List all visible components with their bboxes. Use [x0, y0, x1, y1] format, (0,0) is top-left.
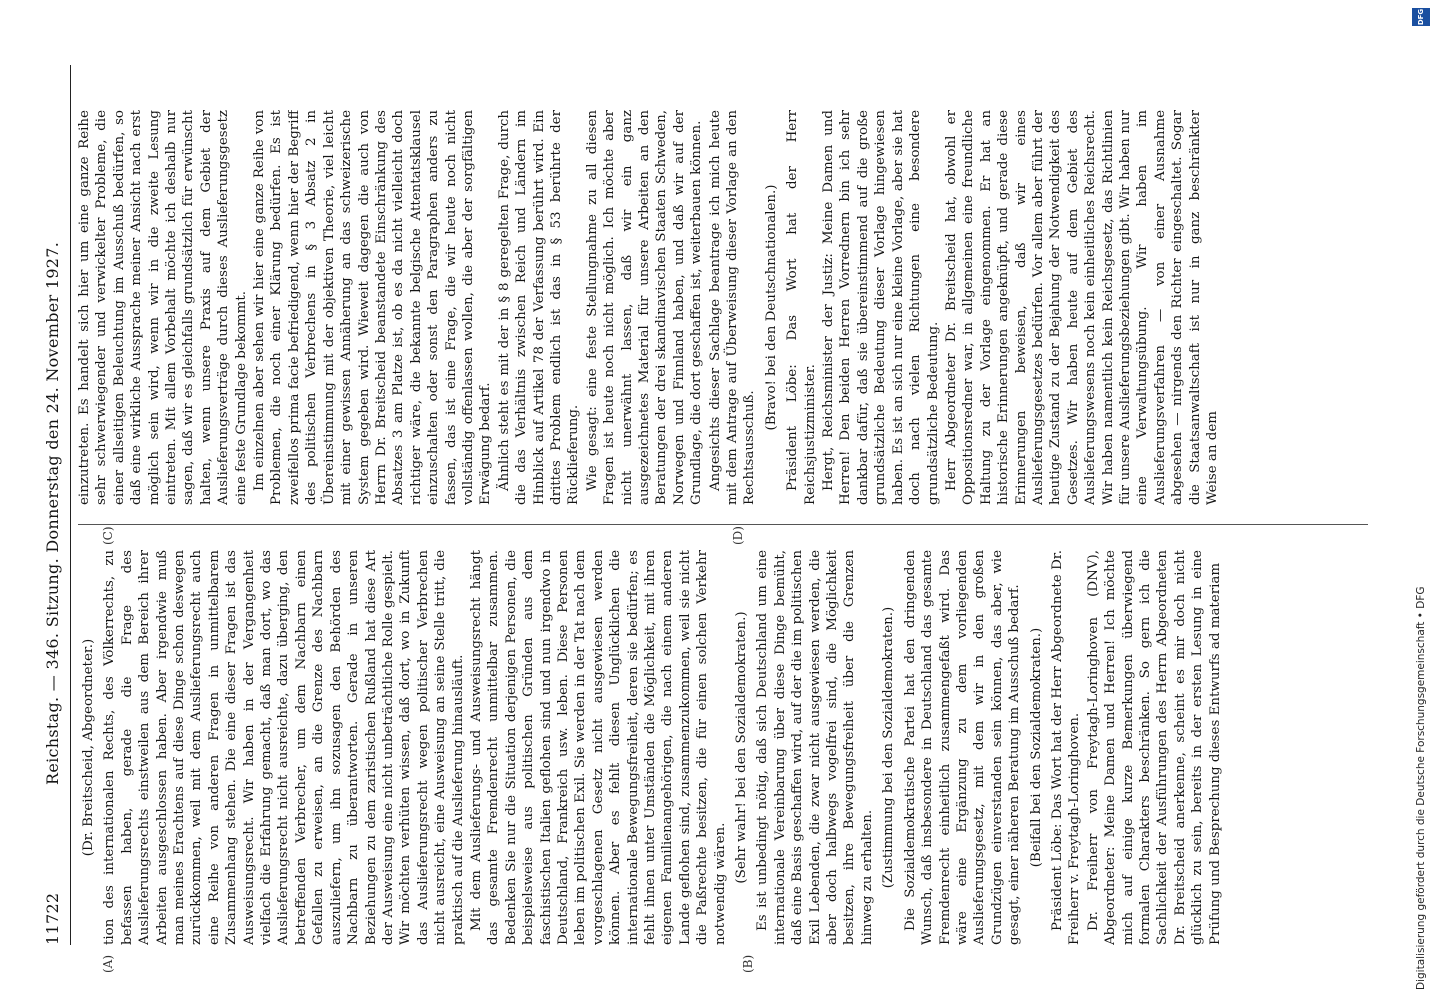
speaker-continuation: (Dr. Breitscheid, Abgeordneter.) [81, 638, 96, 857]
paragraph: Wie gesagt: eine feste Stellungnahme zu all diesen Fragen ist heute noch nicht möglich. Ich möchte aber nicht unerwähnt lassen, daß wir ein ganz ausgezeichnetes Material für unsere Arbeiten an den Beratungen der drei skandinavischen Staaten Schweden, Norwegen und Finnland haben, und daß wir auf der Grundlage, die dort geschaffen ist, weiterbauen können. [584, 110, 705, 505]
president-remark: Präsident Löbe: Das Wort hat der Herr Reichsjustizminister. [785, 110, 818, 505]
paragraph: Angesichts dieser Sachlage beantrage ich mich heute mit dem Antrage auf Überweisung dieser Vorlage an den Rechtsausschuß. [707, 110, 758, 505]
margin-marker-d: (D) [731, 526, 745, 545]
digitization-attribution: Digitalisierung gefördert durch die Deutsche Forschungsgemeinschaft • DFG [1415, 586, 1427, 990]
speech-start: Dr. Freiherr von Freytagh-Loringhoven (DNV), Abgeordneter: Meine Damen und Herren! Ich möchte mich auf einige kurze Bemerkungen überwiegend formalen Charakters beschränken. So gern ich die Sachlichkeit der Ausführungen des Herrn Abgeordneten Dr. Breitscheid anerkenne, scheint es mir doch nicht glücklich zu sein, bereits in der ersten Lesung in eine Prüfung und Besprechung dieses Entwurfs ad materiam [1085, 550, 1223, 945]
dfg-logo-icon: DFG [1412, 8, 1430, 26]
paragraph: Es ist unbedingt nötig, daß sich Deutschland um eine internationale Vereinbarung über diese Dinge bemüht, daß eine Basis geschaffen wird, auf der die im politischen Exil Lebenden, die zwar nicht ausgewiesen werden, die aber doch halbwegs vogelfrei sind, die Möglichkeit besitzen, ihre Bewegungsfreiheit über die Grenzen hinweg zu erhalten. [755, 550, 875, 945]
page-number: 11722 [43, 892, 62, 945]
right-column [76, 110, 1376, 505]
margin-marker-a: (A) [101, 954, 115, 973]
interjection: (Beifall bei den Sozialdemokraten.) [1028, 627, 1044, 868]
column-divider [78, 524, 1368, 525]
margin-marker-c: (C) [101, 526, 115, 545]
document-sheet [40, 55, 1380, 975]
running-title: Reichstag. — 346. Sitzung. Donnerstag den 24. November 1927. [43, 241, 62, 785]
interjection: (Bravo! bei den Deutschnationalen.) [763, 184, 779, 431]
interjection: (Sehr wahr! bei den Sozialdemokraten.) [734, 611, 750, 884]
paragraph: tion des internationalen Rechts, des Völkerrechts, zu befassen haben, gerade die Frage des Auslieferungsrechts einstweilen aus dem Bereich ihrer Arbeiten ausgeschlossen haben. Aber irgendwie muß man meines Erachtens auf diese Dinge schon deswegen zurückkommen, weil mit dem Auslieferungsrecht auch eine Reihe von anderen Fragen in unmittelbarem Zusammenhang stehen. Die eine dieser Fragen ist das Ausweisungsrecht. Wir haben in der Vergangenheit vielfach die Erfahrung gemacht, daß man dort, wo das Auslieferungsrecht nicht ausreichte, dazu überging, den betreffenden Verbrecher, um dem Nachbarn einen Gefallen zu erweisen, an die Grenze des Nachbarn auszuliefern, um ihn sozusagen den Behörden des Nachbarn zu überantworten. Gerade in unseren Beziehungen zu dem zaristischen Rußland hat diese Art der Ausweisung eine nicht unbeträchtliche Rolle gespielt. Wir möchten verhüten wissen, daß dort, wo in Zukunft das Auslieferungsrecht wegen politischer Verbrechen nicht ausreicht, eine Ausweisung an seine Stelle tritt, die praktisch auf die Auslieferung hinausläuft. [102, 550, 466, 945]
header-rule [70, 65, 71, 945]
speech-start: Hergt, Reichsminister der Justiz: Meine Damen und Herren! Den beiden Herren Vorrednern bin ich sehr dankbar dafür, daß sie übereinstimmend auf die große grundsätzliche Bedeutung dieser Vorlage hingewiesen haben. Es ist an sich nur eine kleine Vorlage, aber sie hat doch nach vielen Richtungen eine besondere grundsätzliche Bedeutung. [821, 110, 941, 505]
paragraph: Die Sozialdemokratische Partei hat den dringenden Wunsch, daß insbesondere in Deutschland das gesamte Fremdenrecht einheitlich zusammengefaßt wird. Das wäre eine Ergänzung zu dem vorliegenden Auslieferungsgesetz, mit dem wir in den großen Grundzügen einverstanden sein können, das aber, wie gesagt, einer näheren Beratung im Ausschuß bedarf. [902, 550, 1023, 945]
left-column [76, 550, 1376, 945]
paragraph: Ähnlich steht es mit der in § 8 geregelten Frage, durch die das Verhältnis zwischen Reich und Ländern im Hinblick auf Artikel 78 der Verfassung berührt wird. Ein drittes Problem endlich ist das in § 53 berührte der Rücklieferung. [496, 110, 582, 505]
running-header [40, 65, 68, 945]
paragraph: Herr Abgeordneter Dr. Breitscheid hat, obwohl er Oppositionsredner war, in allgemeinen eine freundliche Haltung zu der Vorlage eingenommen. Er hat an historische Erinnerungen angeknüpft, und gerade diese Erinnerungen beweisen, daß wir eines Auslieferungsgesetzes bedürfen. Vor allem aber führt der heutige Zustand zu der Bejahung der Notwendigkeit des Gesetzes. Wir haben heute auf dem Gebiet des Auslieferungswesens noch kein einheitliches Reichsrecht. Wir haben namentlich kein Reichsgesetz, das Richtlinien für unsere Auslieferungsbeziehungen gibt. Wir haben nur eine Verwaltungsübung. Wir haben im Auslieferungsverfahren — von einer Ausnahme abgesehen — nirgends den Richter eingeschaltet. Sogar die Staatsanwaltschaft ist nur in ganz beschränkter Weise an dem [943, 110, 1220, 505]
margin-marker-b: (B) [741, 954, 755, 973]
paragraph: Mit dem Auslieferungs- und Ausweisungsrecht hängt das gesamte Fremdenrecht unmittelbar zusammen. Bedenken Sie nur die Situation derjenigen Personen, die beispielsweise aus politischen Gründen aus dem faschistischen Italien geflohen sind und nun irgendwo in Deutschland, Frankreich usw. leben. Diese Personen leben im politischen Exil. Sie werden in der Tat nach dem vorgeschlagenen Gesetz nicht ausgewiesen werden können. Aber es fehlt diesen Unglücklichen die internationale Bewegungsfreiheit, deren sie bedürfen; es fehlt ihnen unter Umständen die Möglichkeit, mit ihren eigenen Familienangehörigen, die nach einem anderen Lande geflohen sind, zusammenzukommen, weil sie nicht die Paßrechte besitzen, die für einen solchen Verkehr notwendig wären. [468, 550, 728, 945]
paragraph: Im einzelnen aber sehen wir hier eine ganze Reihe von Problemen, die noch einer Klärung bedürfen. Es ist zweifellos prima facie befriedigend, wenn hier der Begriff des politischen Verbrechens in § 3 Absatz 2 in Übereinstimmung mit der objektiven Theorie, viel leicht mit einer gewissen Annäherung an das schweizerische System gegeben wird. Wieweit dagegen die auch von Herrn Dr. Breitscheid beanstandete Einschränkung des Absatzes 3 am Platze ist, ob es da nicht vielleicht doch richtiger wäre, die bekannte belgische Attentatsklausel einzuschalten oder sonst den Paragraphen anders zu fassen, das ist eine Frage, die wir heute noch nicht vollständig offenlassen wollen, die aber der sorgfältigen Erwägung bedarf. [252, 110, 494, 505]
president-remark: Präsident Löbe: Das Wort hat der Herr Abgeordnete Dr. Freiherr v. Freytagh-Loringhoven. [1049, 550, 1083, 945]
paragraph: einzutreten. Es handelt sich hier um eine ganze Reihe sehr schwerwiegender und verwickelter Probleme, die einer allseitigen Beleuchtung im Ausschuß bedürfen, so daß eine wirkliche Aussprache meiner Ansicht nach erst möglich sein wird, wenn wir in die zweite Lesung eintreten. Mit allem Vorbehalt möchte ich deshalb nur sagen, daß wir es gleichfalls grundsätzlich für erwünscht halten, wenn unsere Praxis auf dem Gebiet der Auslieferungsverträge durch dieses Auslieferungsgesetz eine feste Grundlage bekommt. [77, 110, 249, 505]
interjection: (Zustimmung bei den Sozialdemokraten.) [881, 606, 897, 889]
